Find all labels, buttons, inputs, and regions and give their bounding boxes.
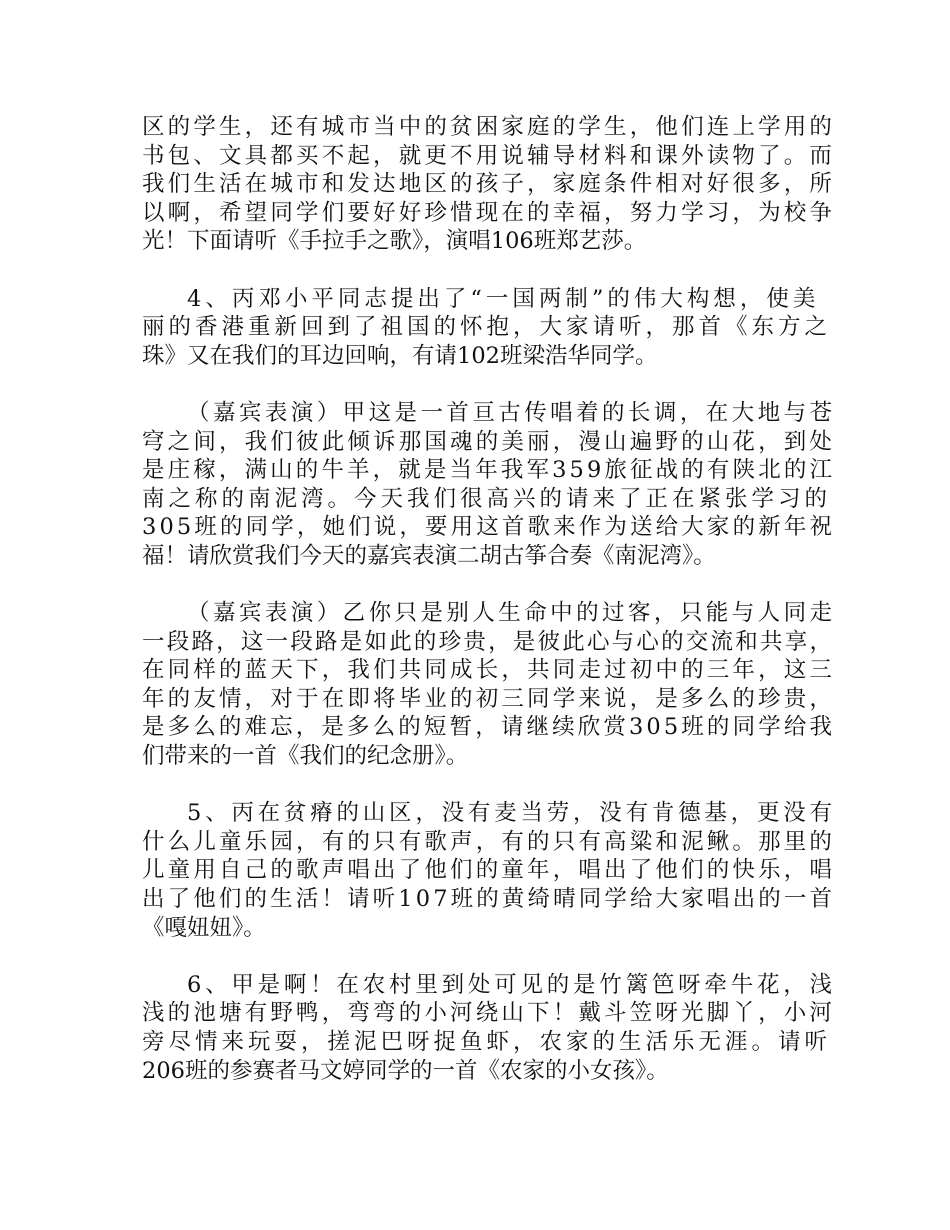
- text-line: 南之称的南泥湾。今天我们很高兴的请来了正在紧张学习的: [142, 485, 832, 512]
- text-line: 206班的参赛者马文婷同学的一首《农家的小女孩》。: [142, 1057, 669, 1084]
- text-line: 出了他们的生活！请听107班的黄绮晴同学给大家唱出的一首: [142, 886, 836, 913]
- text-line: 以啊，希望同学们要好好珍惜现在的幸福，努力学习，为校争: [142, 199, 836, 226]
- text-line: 《嘎妞妞》。: [142, 914, 266, 941]
- text-line: 年的友情，对于在即将毕业的初三同学来说，是多么的珍贵，: [142, 685, 836, 712]
- text-line: 浅的池塘有野鸭，弯弯的小河绕山下！戴斗笠呀光脚丫，小河: [142, 1000, 836, 1027]
- paragraph-1: [142, 113, 836, 256]
- text-line: 们带来的一首《我们的纪念册》。: [142, 743, 469, 770]
- text-line: 什么儿童乐园，有的只有歌声，有的只有高粱和泥鳅。那里的: [142, 828, 836, 855]
- text-line: （嘉宾表演）乙你只是别人生命中的过客，只能与人同走: [187, 600, 836, 627]
- text-line: 珠》又在我们的耳边回响，有请102班梁浩华同学。: [142, 342, 658, 369]
- paragraph-4: [142, 599, 836, 771]
- paragraph-6: [142, 971, 836, 1085]
- text-line: 是庄稼，满山的牛羊，就是当年我军359旅征战的有陕北的江: [142, 457, 836, 484]
- paragraph-2: [142, 285, 832, 371]
- text-line: 我们生活在城市和发达地区的孩子，家庭条件相对好很多，所: [142, 171, 836, 198]
- paragraph-3: [142, 399, 836, 571]
- paragraph-5: [142, 799, 836, 942]
- text-line: 儿童用自己的歌声唱出了他们的童年，唱出了他们的快乐，唱: [142, 857, 836, 884]
- text-line: 区的学生，还有城市当中的贫困家庭的学生，他们连上学用的: [142, 114, 836, 140]
- text-line: 旁尽情来玩耍，搓泥巴呀捉鱼虾，农家的生活乐无涯。请听: [142, 1029, 832, 1055]
- text-line: 福！请欣赏我们今天的嘉宾表演二胡古筝合奏《南泥湾》。: [142, 542, 716, 569]
- text-line: 在同样的蓝天下，我们共同成长，共同走过初中的三年，这三: [142, 657, 836, 684]
- text-line: 光！下面请听《手拉手之歌》，演唱106班郑艺莎。: [142, 228, 647, 255]
- text-line: 穹之间，我们彼此倾诉那国魂的美丽，漫山遍野的山花，到处: [142, 428, 836, 455]
- text-line: 书包、文具都买不起，就更不用说辅导材料和课外读物了。而: [142, 142, 836, 169]
- text-line: 5、丙在贫瘠的山区，没有麦当劳，没有肯德基，更没有: [187, 800, 836, 827]
- text-line: 一段路，这一段路是如此的珍贵，是彼此心与心的交流和共享，: [142, 628, 835, 655]
- text-line: 6、甲是啊！在农村里到处可见的是竹篱笆呀牵牛花，浅: [187, 971, 836, 998]
- text-line: 305班的同学，她们说，要用这首歌来作为送给大家的新年祝: [142, 514, 836, 541]
- text-line: 是多么的难忘，是多么的短暂，请继续欣赏305班的同学给我: [142, 714, 836, 741]
- text-line: （嘉宾表演）甲这是一首亘古传唱着的长调，在大地与苍: [187, 399, 836, 426]
- document-body: [142, 113, 836, 1085]
- text-line: 4、丙邓小平同志提出了“一国两制”的伟大构想，使美: [187, 285, 820, 312]
- text-line: 丽的香港重新回到了祖国的怀抱，大家请听，那首《东方之: [142, 314, 832, 341]
